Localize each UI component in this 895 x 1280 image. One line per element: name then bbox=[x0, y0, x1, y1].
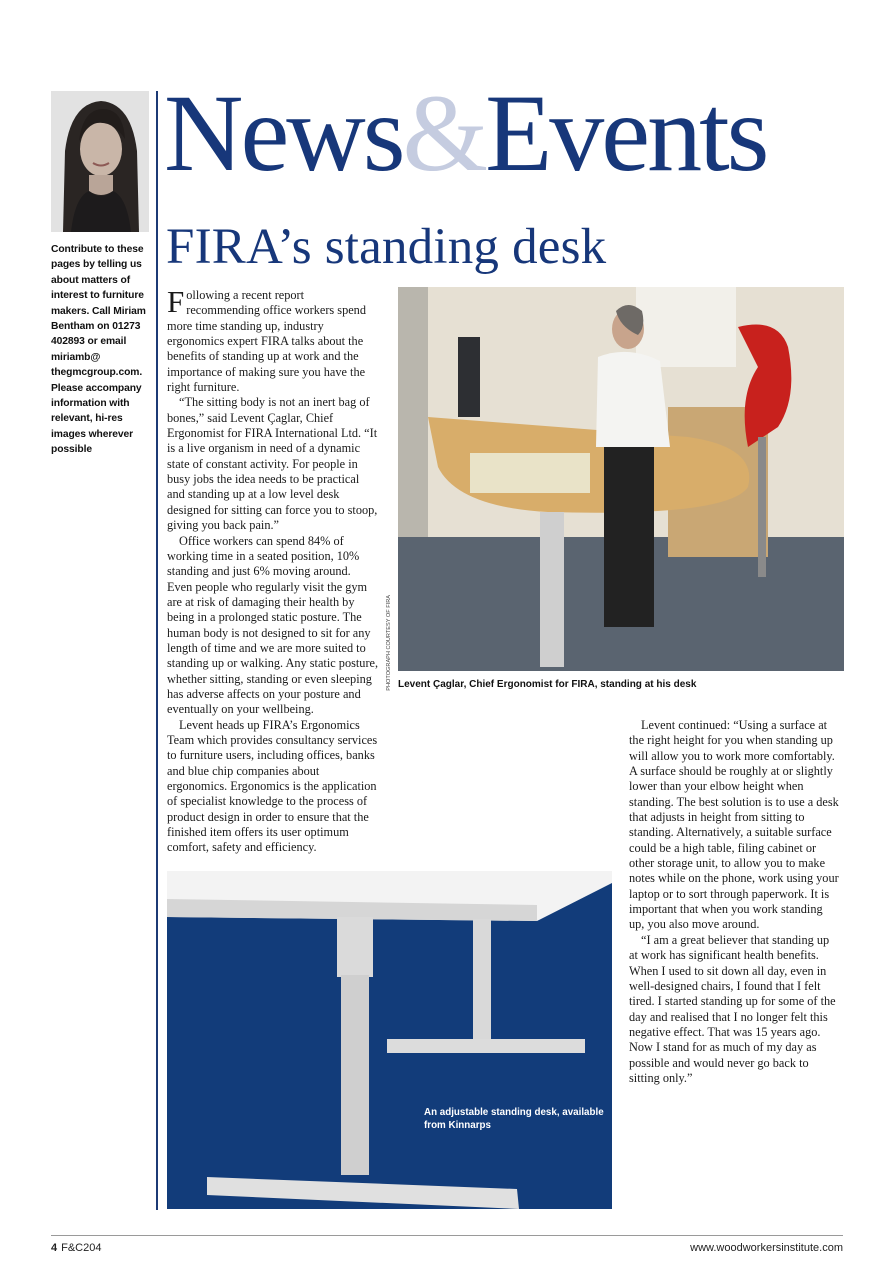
article-paragraph: “I am a great believer that standing up at work has significant health benefits. When I used to sit down all day, even in well-designed chairs, I found that I felt tired. I started standing up for some of the day and realised that I no longer felt this negative effect. That was 15 years ago. Now I stand for as much of my day as possible and would never go back to sitting only.” bbox=[629, 932, 836, 1085]
article-paragraph: “The sitting body is not an inert bag of bones,” said Levent Çaglar, Chief Ergonomist for FIRA International Ltd. “It is a live organism in need of a dynamic state of constant activity. For people in busy jobs the idea needs to be practical and standing up at a low level desk designed for sitting can force you to stoop, giving you back pain.” bbox=[167, 395, 378, 533]
footer-rule bbox=[51, 1235, 843, 1236]
drop-cap: F bbox=[167, 284, 185, 319]
article-paragraph: Levent continued: “Using a surface at the right height for you when standing up will allow you to work more comfortably. A surface should be roughly at or slightly lower than your elbow height when standing. The best solution is to use a desk that adjusts in height from sitting to standing. Alternatively, a suitable surface could be a high table, filing cabinet or other storage unit, to allow you to make notes while on the phone, work using your laptop or to sort through paperwork. It is important that when you work standing up, you also move around. bbox=[629, 718, 839, 932]
issue-label: F&C204 bbox=[61, 1242, 102, 1254]
masthead-events: Events bbox=[485, 72, 767, 194]
photo-caption: An adjustable standing desk, available from Kinnarps bbox=[424, 1107, 604, 1131]
contributor-portrait bbox=[51, 91, 149, 232]
article-paragraph: Following a recent report recommending office workers spend more time standing up, industry ergonomics expert FIRA talks about the benefits of standing up at work and the importance of making sure you have the right furniture. bbox=[167, 284, 366, 395]
standing-desk-photo bbox=[398, 287, 844, 671]
photo-caption: Levent Çaglar, Chief Ergonomist for FIRA, standing at his desk bbox=[398, 679, 697, 690]
article-paragraph: Office workers can spend 84% of working time in a seated position, 10% standing and just 6% moving around. Even people who regularly visit the gym are at risk of damaging their health by being in a prolonged static posture. The human body is not designed to sit for any length of time and we are more suited to standing up or walking. Any static posture, whether sitting, standing or even sleeping has adverse affects on your posture and eventually on your wellbeing. bbox=[167, 533, 379, 717]
contribute-note: Contribute to these pages by telling us about matters of interest to furniture makers. Call Miriam Bentham on 01273 402893 or email miriamb@ thegmcgroup.com. Please accompany information with relevant, hi-res images wherever possible bbox=[51, 244, 146, 456]
masthead-news: News bbox=[164, 72, 403, 194]
article-column-1 bbox=[167, 284, 379, 856]
footer-folio bbox=[51, 1242, 101, 1254]
sidebar-divider bbox=[156, 91, 158, 1210]
article-column-3 bbox=[629, 718, 839, 1086]
page-number: 4 bbox=[51, 1242, 58, 1254]
photo-credit: PHOTOGRAPH COURTESY OF FIRA bbox=[386, 595, 392, 691]
section-masthead bbox=[164, 72, 767, 194]
adjustable-desk-photo bbox=[167, 871, 612, 1209]
article-headline: FIRA’s standing desk bbox=[166, 219, 607, 275]
footer-url: www.woodworkersinstitute.com bbox=[690, 1242, 843, 1254]
masthead-ampersand: & bbox=[402, 72, 486, 194]
article-paragraph: Levent heads up FIRA’s Ergonomics Team which provides consultancy services to furniture users, including offices, banks and blue chip companies about ergonomics. Ergonomics is the application of specialist knowledge to the process of product design in order to ensure that the finished item offers its user optimum comfort, safety and efficiency. bbox=[167, 717, 378, 855]
